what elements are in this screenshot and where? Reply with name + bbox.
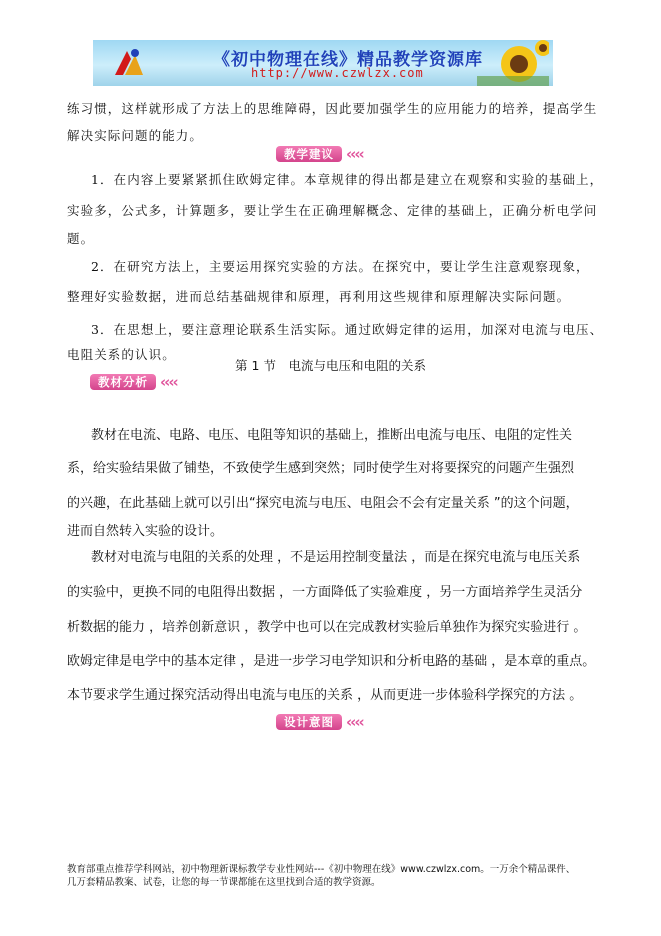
analysis-para-2-line-2: 的实验中，更换不同的电阻得出数据 ，一方面降低了实验难度 ，另一方面培养学生灵活分 — [67, 585, 583, 600]
textbook-analysis-tag: 教材分析 — [90, 374, 156, 390]
sunflower-icon — [477, 40, 549, 86]
analysis-para-1-line-2: 系，给实验结果做了铺垫，不致使学生感到突然；同时使学生对将要探究的问题产生强烈 — [67, 461, 575, 476]
intro-line-2: 解决实际问题的能力。 — [67, 128, 204, 143]
footer-line-1: 教育部重点推荐学科网站，初中物理新课标教学专业性网站---《初中物理在线》www.czwlzx.com。一万余个精品课件、 — [67, 864, 576, 875]
analysis-para-1-line-1: 教材在电流、电路、电压、电阻等知识的基础上，推断出电流与电压、电阻的定性关 — [91, 428, 573, 443]
section-title: 第 1 节 电流与电压和电阻的关系 — [235, 358, 426, 373]
analysis-para-2-line-1: 教材对电流与电阻的关系的处理 ，不是运用控制变量法 ，而是在探究电流与电压关系 — [91, 550, 581, 565]
teaching-item-1-line-3: 题。 — [67, 231, 95, 246]
footer-line-2: 几万套精品教案、试卷，让您的每一节课都能在这里找到合适的教学资源。 — [67, 877, 381, 888]
design-intent-tag: 设计意图 — [276, 714, 342, 730]
teaching-suggestion-tag: 教学建议 — [276, 146, 342, 162]
analysis-para-1-line-4: 进而自然转入实验的设计。 — [67, 524, 224, 539]
teaching-item-1-line-1: 1．在内容上要紧紧抓住欧姆定律。本章规律的得出都是建立在观察和实验的基础上， — [91, 172, 604, 187]
banner-url: http://www.czwlzx.com — [251, 66, 424, 80]
teaching-item-1-line-2: 实验多，公式多，计算题多，要让学生在正确理解概念、定律的基础上，正确分析电学问 — [67, 203, 598, 218]
intro-line-1: 练习惯，这样就形成了方法上的思维障碍，因此要加强学生的应用能力的培养，提高学生 — [67, 101, 598, 116]
teaching-item-2-line-1: 2．在研究方法上，主要运用探究实验的方法。在探究中，要让学生注意观察现象， — [91, 259, 590, 274]
chevron-icon: ‹‹‹‹ — [346, 713, 363, 731]
analysis-para-2-line-5: 本节要求学生通过探究活动得出电流与电压的关系 ，从而更进一步体验科学探究的方法 。 — [67, 688, 583, 703]
chevron-icon: ‹‹‹‹ — [160, 373, 177, 391]
teaching-item-3-line-1: 3．在思想上，要注意理论联系生活实际。通过欧姆定律的运用，加深对电流与电压、 — [91, 322, 604, 337]
teaching-item-3-line-2: 电阻关系的认识。 — [67, 347, 176, 362]
header-banner — [93, 40, 553, 86]
teaching-item-2-line-2: 整理好实验数据，进而总结基础规律和原理，再利用这些规律和原理解决实际问题。 — [67, 289, 571, 304]
analysis-para-2-line-3: 析数据的能力 ，培养创新意识 ，教学中也可以在完成教材实验后单独作为探究实验进行 。 — [67, 620, 587, 635]
analysis-para-2-line-4: 欧姆定律是电学中的基本定律 ，是进一步学习电学知识和分析电路的基础 ，是本章的重点。 — [67, 654, 596, 669]
logo-icon — [111, 45, 147, 81]
banner-title: 《初中物理在线》精品教学资源库 — [213, 50, 483, 70]
footer — [67, 863, 575, 889]
analysis-para-1-line-3: 的兴趣，在此基础上就可以引出“探究电流与电压、电阻会不会有定量关系 ”的这个问题， — [67, 496, 579, 511]
chevron-icon: ‹‹‹‹ — [346, 145, 363, 163]
